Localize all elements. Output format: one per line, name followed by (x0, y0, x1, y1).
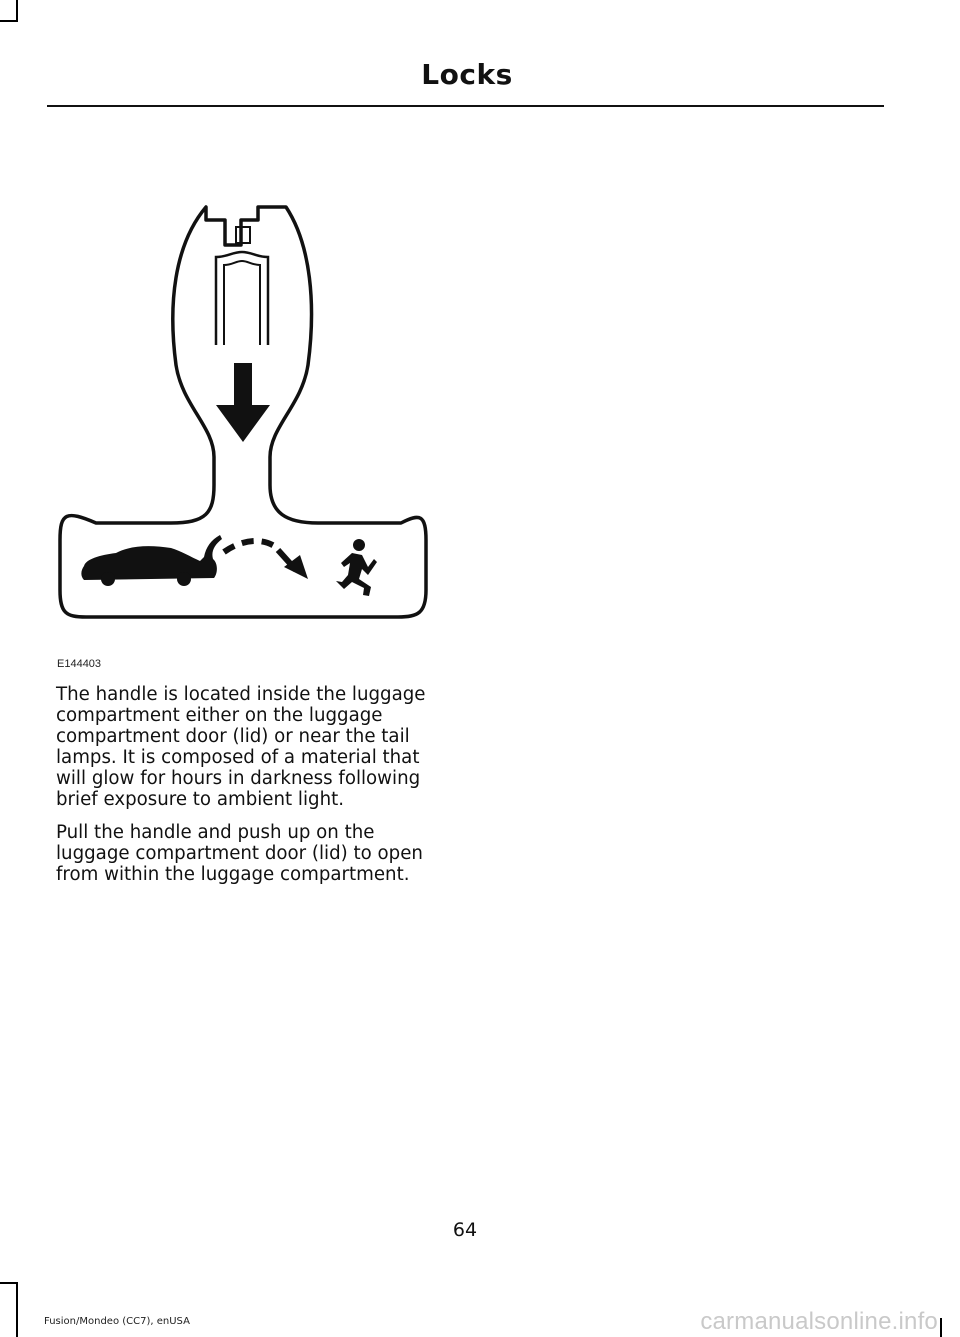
crop-mark-bottom-left-v (16, 1282, 18, 1337)
page-number: 64 (452, 1219, 478, 1241)
crop-mark-bottom-left-h (0, 1282, 18, 1284)
paragraph-1: The handle is located inside the luggage compartment either on the luggage compartment door (lid) or near the tail lamps. It is composed of a material that will glow for hours in darkness following brief exposure to ambient light. (56, 684, 426, 810)
crop-mark-top-left-v (16, 0, 18, 22)
paragraph-2: Pull the handle and push up on the luggage compartment door (lid) to open from within the luggage compartment. (56, 822, 423, 885)
body-text (56, 684, 451, 897)
trunk-release-handle-illustration (56, 195, 436, 635)
page-title: Locks (421, 58, 513, 91)
crop-mark-bottom-right-v (940, 1318, 942, 1337)
header-rule (47, 105, 884, 107)
crop-mark-top-left-h (0, 20, 18, 22)
footer-model: Fusion/Mondeo (CC7), enUSA (44, 1316, 190, 1327)
figure-id: E144403 (57, 658, 102, 670)
watermark: carmanualsonline.info (700, 1308, 938, 1335)
